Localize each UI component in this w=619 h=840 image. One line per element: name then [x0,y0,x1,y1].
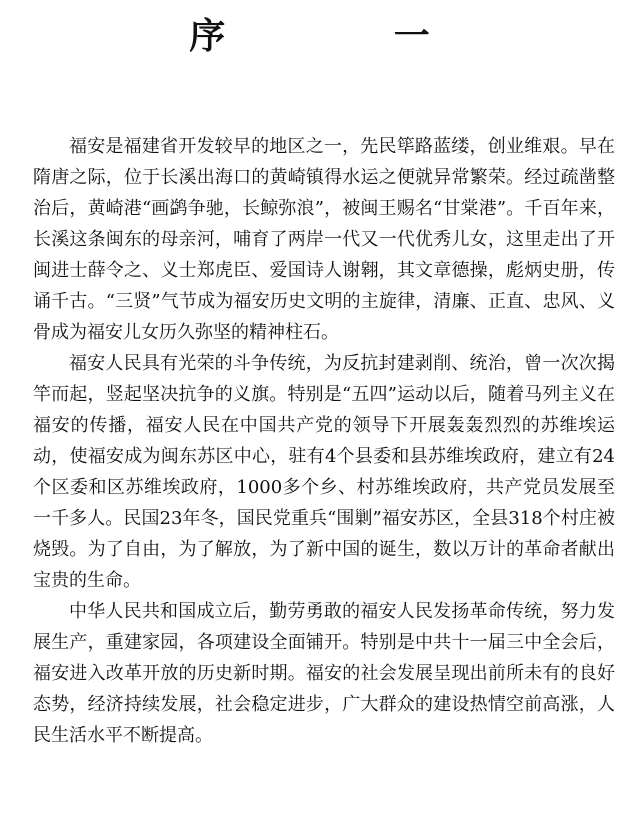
paragraph: 福安人民具有光荣的斗争传统，为反抗封建剥削、统治，曾一次次揭竿而起，竖起坚决抗争的义旗。特别是“五四”运动以后，随着马列主义在福安的传播，福安人民在中国共产党的领导下开展轰轰烈烈的苏维埃运动，使福安成为闽东苏区中心，驻有4个县委和县苏维埃政府，建立有24个区委和区苏维埃政府，1000多个乡、村苏维埃政府，共产党员发展至一千多人。民国23年冬，国民党重兵“围剿”福安苏区，全县318个村庄被烧毁。为了自由，为了解放，为了新中国的诞生，数以万计的革命者献出宝贵的生命。 [33,353,615,591]
paragraph: 福安是福建省开发较早的地区之一，先民筚路蓝缕，创业维艰。早在隋唐之际，位于长溪出海口的黄崎镇得水运之便就异常繁荣。经过疏凿整治后，黄崎港“画鹢争驰，长鲸弥浪”，被闽王赐名“甘棠港”。千百年来，长溪这条闽东的母亲河，哺育了两岸一代又一代优秀儿女，这里走出了开闽进士薛令之、义士郑虎臣、爱国诗人谢翱，其文章德操，彪炳史册，传诵千古。“三贤”气节成为福安历史文明的主旋律，清廉、正直、忠风、义骨成为福安儿女历久弥坚的精神柱石。 [33,136,615,343]
document-body [33,131,615,751]
paragraph: 中华人民共和国成立后，勤劳勇敢的福安人民发扬革命传统，努力发展生产，重建家园，各项建设全面铺开。特别是中共十一届三中全会后，福安进入改革开放的历史新时期。福安的社会发展呈现出前所未有的良好态势，经济持续发展，社会稳定进步，广大群众的建设热情空前高涨，人民生活水平不断提高。 [33,601,615,746]
page-title: 序 一 [189,15,508,57]
